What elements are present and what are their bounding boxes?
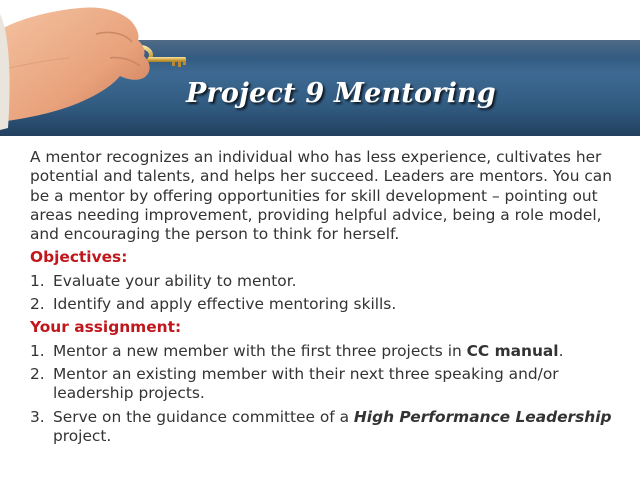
objective-item [30,272,620,291]
assignment-text [53,342,620,361]
assignment-text-part: Serve on the guidance committee of a [53,407,354,426]
assignment-text [53,408,620,447]
assignment-heading: Your assignment: [30,318,182,337]
assignment-text-part: project. [53,426,112,445]
objective-text: Identify and apply effective mentoring skills. [53,295,397,314]
list-number: 2. [30,295,45,314]
assignment-text: Mentor an existing member with their next three speaking and/or leadership projects. [53,364,559,403]
objectives-heading: Objectives: [30,248,128,267]
slide-title: Project 9 Mentoring [186,78,496,109]
objective-text: Evaluate your ability to mentor. [53,271,297,290]
objective-item [30,295,620,314]
hpl-emphasis: High Performance Leadership [353,407,612,426]
list-number: 3. [30,407,45,426]
list-number: 1. [30,271,45,290]
intro-paragraph: A mentor recognizes an individual who has less experience, cultivates her potential and talents, and helps her succeed. Leaders are mentors. You can be a mentor by offering opportunities for skill development – pointing out areas needing improvement, providing helpful advice, being a role model, and encouraging the person to think for herself. [30,148,612,244]
hand-holding-key-icon [0,0,200,140]
slide-body [30,148,620,450]
list-number: 2. [30,364,45,383]
assignment-item [30,408,620,447]
assignment-item [30,365,620,404]
list-number: 1. [30,341,45,360]
assignment-text-part: Mentor a new member with the first three projects in [53,341,467,360]
cc-manual-emphasis: CC manual [466,341,559,360]
assignment-item [30,342,620,361]
assignment-text-part: . [558,341,564,360]
